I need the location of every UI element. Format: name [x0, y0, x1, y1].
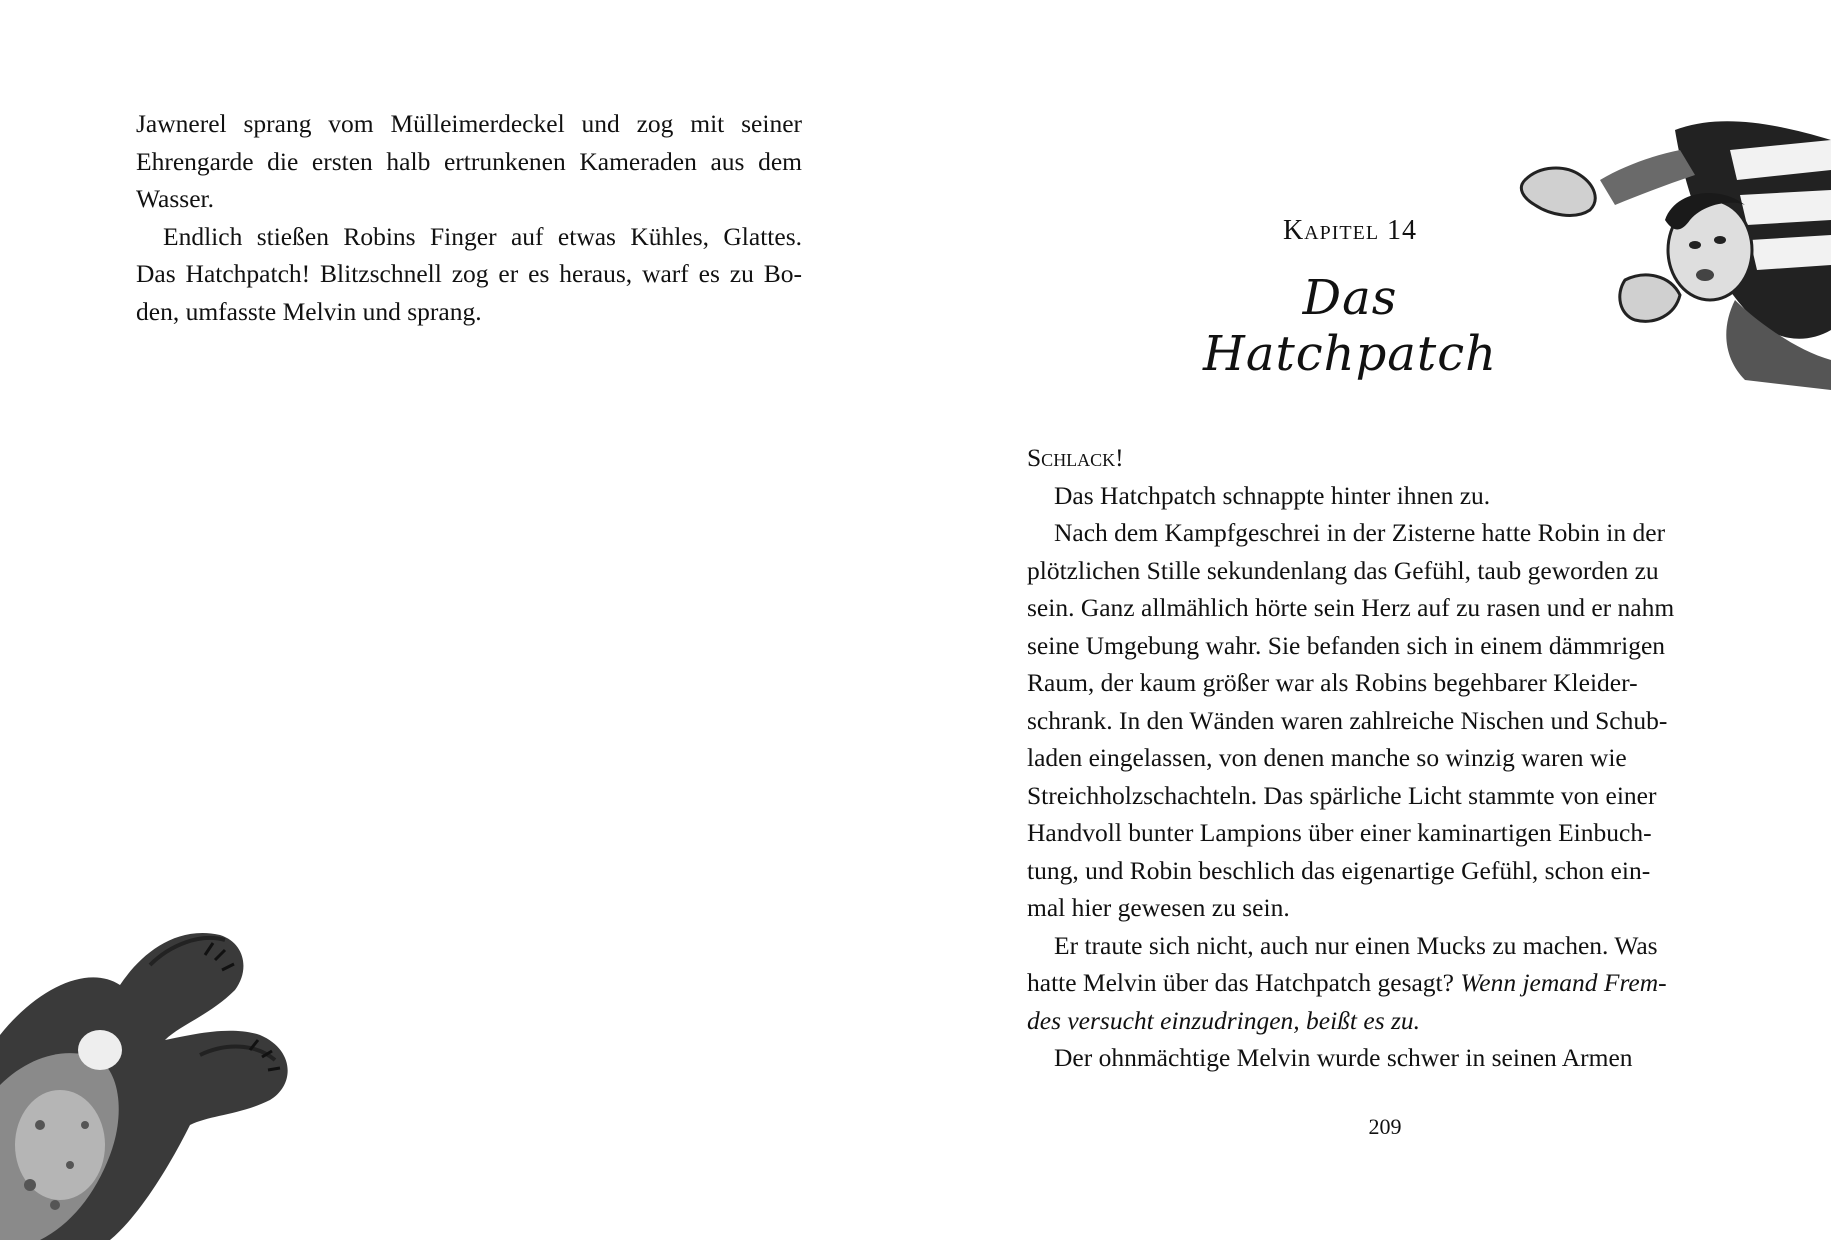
italic-quote-line: des versucht einzudringen, beißt es zu.: [1027, 1005, 1421, 1035]
text-line: plötzlichen Stille sekundenlang das Gefühl, taub geworden zu: [1027, 555, 1659, 585]
text-line: den, umfasste Melvin und sprang.: [136, 296, 482, 326]
text-line: Nach dem Kampfgeschrei in der Zisterne hatte Robin in der: [1054, 518, 1666, 547]
text-line: Raum, der kaum größer war als Robins begehbarer Kleider-: [1027, 668, 1638, 697]
text-line: mal hier gewesen zu sein.: [1027, 893, 1290, 922]
text-line: [1027, 964, 1667, 1002]
right-page-text: [1027, 439, 1675, 1077]
text-line: Wasser.: [136, 184, 214, 213]
text-line: Handvoll bunter Lampions über einer kaminartigen Einbuch-: [1027, 818, 1652, 847]
text-line: Der ohnmächtige Melvin wurde schwer in seinen Armen: [1054, 1043, 1633, 1072]
left-page-text: [136, 105, 802, 330]
text-line: seine Umgebung wahr. Sie befanden sich in einem dämmrigen: [1027, 630, 1666, 660]
text-line: Jawnerel sprang vom Mülleimerdeckel und zog mit seiner: [136, 109, 802, 138]
text-line: schrank. In den Wänden waren zahlreiche Nischen und Schub-: [1027, 705, 1668, 735]
text-line: Schlack!: [1027, 443, 1124, 472]
creature-paw-illustration: [0, 925, 300, 1240]
text-line: sein. Ganz allmählich hörte sein Herz auf zu rasen und er nahm: [1027, 593, 1675, 622]
chapter-title: Das Hatchpatch: [1203, 270, 1497, 382]
page-number: 209: [1368, 1114, 1402, 1139]
boy-figure-shape: [1521, 121, 1831, 390]
chapter-label: Kapitel 14: [1282, 215, 1418, 246]
text-line: tung, und Robin beschlich das eigenartige Gefühl, schon ein-: [1027, 855, 1651, 885]
text-line: Ehrengarde die ersten halb ertrunkenen Kameraden aus dem: [136, 146, 802, 176]
text-line: Er traute sich nicht, auch nur einen Mucks zu machen. Was: [1054, 930, 1658, 960]
text-line: Streichholzschachteln. Das spärliche Licht stammte von einer: [1027, 780, 1657, 810]
text-line: Das Hatchpatch schnappte hinter ihnen zu.: [1054, 480, 1491, 510]
text-line: Endlich stießen Robins Finger auf etwas Kühles, Glattes.: [163, 221, 802, 251]
text-line: Das Hatchpatch! Blitzschnell zog er es heraus, warf es zu Bo-: [136, 259, 802, 288]
boy-falling-illustration: [1505, 110, 1831, 390]
right-page: [915, 0, 1831, 1240]
left-page: [0, 0, 915, 1240]
text-line: laden eingelassen, von denen manche so winzig waren wie: [1027, 743, 1627, 772]
text-line-part: hatte Melvin über das Hatchpatch gesagt?: [1027, 968, 1454, 997]
italic-quote: Wenn jemand Frem-: [1460, 968, 1667, 997]
creature-body-shape: [0, 933, 288, 1240]
